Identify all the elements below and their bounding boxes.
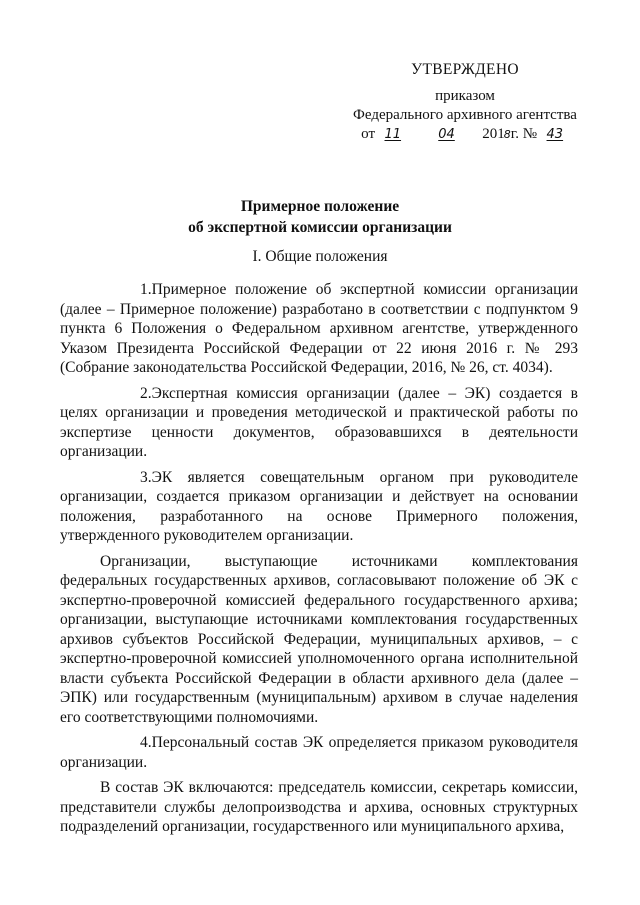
paragraph-number: 1. <box>140 281 152 298</box>
paragraph-number: 3. <box>140 468 152 486</box>
paragraph-text: В состав ЭК включаются: председатель комиссии, секретарь комиссии, представители службы делопроизводства и архива, основных структурных подразделений организации, государственного или муниципального архива, <box>60 779 578 835</box>
paragraph-1 <box>60 280 578 378</box>
title-line-2: об экспертной комиссии организации <box>188 219 452 236</box>
date-year-prefix: 201 <box>482 126 505 142</box>
paragraph-number: 2. <box>140 384 152 402</box>
document-body <box>60 280 578 843</box>
approval-block <box>330 60 600 144</box>
paragraph-text: Организации, выступающие источниками комплектования федеральных государственных архивов, согласовывают положение об ЭК с экспертно-проверочной комиссией федерального государственного архива; организации, выступающие источниками комплектования государственных архивов субъектов Российской Федерации, муниципальных архивов, – с экспертно-проверочной комиссией уполномоченного органа исполнительной власти субъекта Российской Федерации в области архивного дела (далее – ЭПК) или государственным (муниципальным) архивом в случае наделения его соответствующими полномочиями. <box>60 552 578 726</box>
handwritten-month: 04 <box>438 127 455 142</box>
paragraph-text: Примерное положение об экспертной комиссии организации (далее – Примерное положение) разработано в соответствии с подпунктом 9 пункта 6 Положения о Федеральном архивном агентстве, утвержденного Указом Президента Российской Федерации от 22 июня 2016 г. № 293 (Собрание законодательства Российской Федерации, 2016, № 26, ст. 4034). <box>60 281 578 376</box>
document-title <box>60 196 580 238</box>
paragraph-text: Персональный состав ЭК определяется приказом руководителя организации. <box>60 734 578 771</box>
approval-stamp: УТВЕРЖДЕНО <box>411 61 519 78</box>
title-line-1: Примерное положение <box>240 198 400 215</box>
section-heading: I. Общие положения <box>252 248 388 265</box>
handwritten-order-number: 43 <box>546 127 564 142</box>
paragraph-3 <box>60 468 578 546</box>
paragraph-text: Экспертная комиссия организации (далее – ЭК) создается в целях организации и проведения методической и практической работы по экспертизе ценности документов, образовавшихся в деятельности организации. <box>60 384 578 460</box>
approval-date-line <box>330 125 600 144</box>
approval-line-order: приказом <box>435 88 495 104</box>
handwritten-year-digit: 8 <box>503 128 511 141</box>
date-year-suffix: г. № <box>510 126 538 142</box>
paragraph-number: 4. <box>140 734 152 751</box>
date-prefix: от <box>361 126 376 142</box>
paragraph-2 <box>60 384 578 462</box>
paragraph-3-continuation <box>60 552 578 728</box>
paragraph-4 <box>60 733 578 772</box>
approval-line-agency: Федерального архивного агентства <box>353 107 577 123</box>
paragraph-text: ЭК является совещательным органом при руководителе организации, создается приказом организации и действует на основании положения, разработанного на основе Примерного положения, утвержденного руководителем организации. <box>60 468 578 544</box>
paragraph-4-continuation <box>60 778 578 837</box>
handwritten-day: 11 <box>384 127 402 142</box>
